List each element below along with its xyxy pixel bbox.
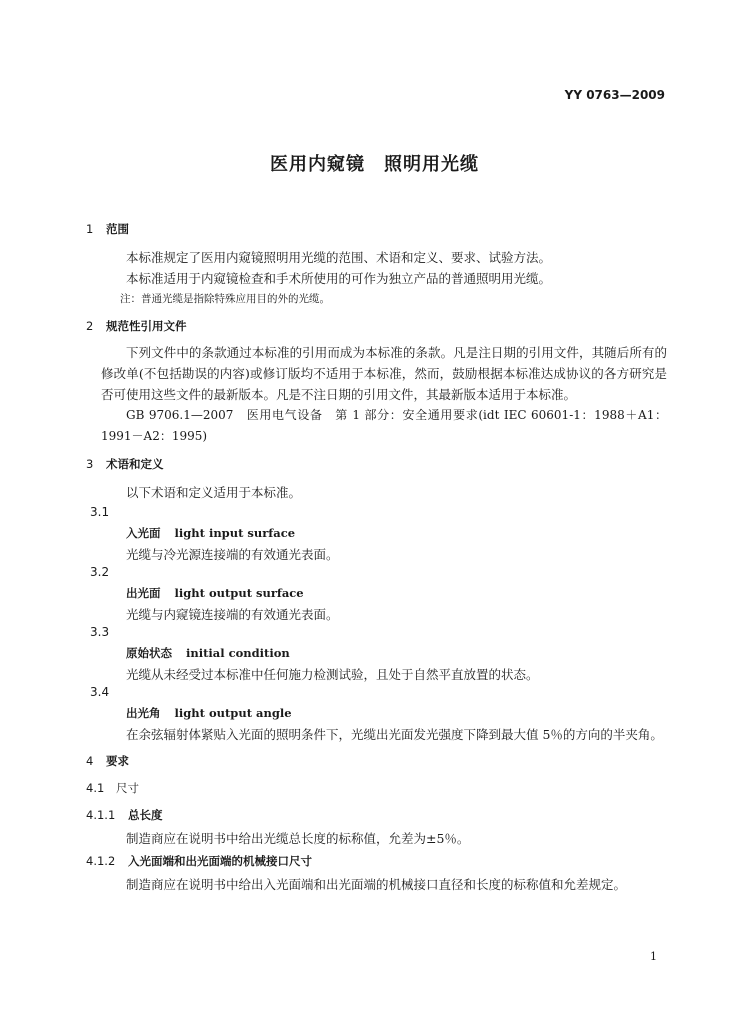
- term-3-1-definition: 光缆与冷光源连接端的有效通光表面。: [126, 547, 339, 562]
- section-2-reference: GB 9706.1—2007 医用电气设备 第 1 部分：安全通用要求(idt IEC 60601-1：1988＋A1：1991－A2：1995): [101, 408, 667, 443]
- term-3-2-title: [126, 585, 304, 601]
- term-3-3-definition: 光缆从未经受过本标准中任何施力检测试验，且处于自然平直放置的状态。: [126, 667, 539, 682]
- term-3-3-title: [126, 645, 290, 661]
- term-3-3-en: initial condition: [186, 646, 290, 660]
- section-1-title: 范围: [106, 222, 129, 236]
- section-4-1-title: 尺寸: [116, 781, 139, 795]
- section-2-paragraph-1: 下列文件中的条款通过本标准的引用而成为本标准的条款。凡是注日期的引用文件，其随后所有的修改单(不包括勘误的内容)或修订版均不适用于本标准，然而，鼓励根据本标准达成协议的各方研究是否可使用这些文件的最新版本。凡是不注日期的引用文件，其最新版本适用于本标准。: [101, 345, 667, 402]
- section-4-1-1-text: 制造商应在说明书中给出光缆总长度的标称值，允差为±5％。: [126, 831, 470, 846]
- section-4-1-heading: [86, 780, 139, 796]
- section-1-heading: [86, 221, 129, 237]
- section-2-number: 2: [86, 319, 94, 333]
- section-2-title: 规范性引用文件: [106, 319, 187, 333]
- section-4-1-1-heading: [86, 807, 163, 823]
- section-4-1-number: 4.1: [86, 781, 105, 795]
- section-4-1-2-text: 制造商应在说明书中给出入光面端和出光面端的机械接口直径和长度的标称值和允差规定。: [126, 877, 627, 892]
- section-4-1-2-title: 入光面端和出光面端的机械接口尺寸: [128, 854, 312, 868]
- page-number: 1: [650, 950, 657, 963]
- term-3-2-definition: 光缆与内窥镜连接端的有效通光表面。: [126, 607, 339, 622]
- term-3-1-number: 3.1: [90, 505, 110, 519]
- section-4-1-2-heading: [86, 853, 312, 869]
- section-1-note: 注：普通光缆是指除特殊应用目的外的光缆。: [120, 293, 330, 305]
- section-1-paragraph-1: 本标准规定了医用内窥镜照明用光缆的范围、术语和定义、要求、试验方法。: [126, 250, 552, 265]
- section-1-paragraph-2: 本标准适用于内窥镜检查和手术所使用的可作为独立产品的普通照明用光缆。: [126, 271, 552, 286]
- standard-number: YY 0763—2009: [564, 88, 665, 102]
- term-3-4-en: light output angle: [174, 706, 292, 720]
- section-3-intro: 以下术语和定义适用于本标准。: [126, 485, 302, 500]
- section-3-number: 3: [86, 457, 94, 471]
- term-3-3-number: 3.3: [90, 625, 110, 639]
- section-4-1-2-number: 4.1.2: [86, 854, 116, 868]
- section-4-heading: [86, 753, 129, 769]
- term-3-4-number: 3.4: [90, 685, 110, 699]
- term-3-2-en: light output surface: [174, 586, 304, 600]
- section-4-number: 4: [86, 754, 94, 768]
- section-4-1-1-number: 4.1.1: [86, 808, 116, 822]
- section-3-heading: [86, 456, 164, 472]
- term-3-1-en: light input surface: [174, 526, 296, 540]
- section-3-title: 术语和定义: [106, 457, 164, 471]
- term-3-1-title: [126, 525, 295, 541]
- term-3-4-title: [126, 705, 292, 721]
- document-title: 医用内窥镜 照明用光缆: [270, 154, 479, 175]
- term-3-4-definition: 在余弦辐射体紧贴入光面的照明条件下，光缆出光面发光强度下降到最大值 5％的方向的半夹角。: [126, 727, 663, 742]
- section-4-title: 要求: [106, 754, 129, 768]
- section-1-number: 1: [86, 222, 94, 236]
- term-3-3-zh: 原始状态: [126, 646, 172, 660]
- section-2-heading: [86, 318, 187, 334]
- term-3-2-zh: 出光面: [126, 586, 161, 600]
- term-3-1-zh: 入光面: [126, 526, 161, 540]
- term-3-2-number: 3.2: [90, 565, 110, 579]
- section-4-1-1-title: 总长度: [128, 808, 163, 822]
- term-3-4-zh: 出光角: [126, 706, 161, 720]
